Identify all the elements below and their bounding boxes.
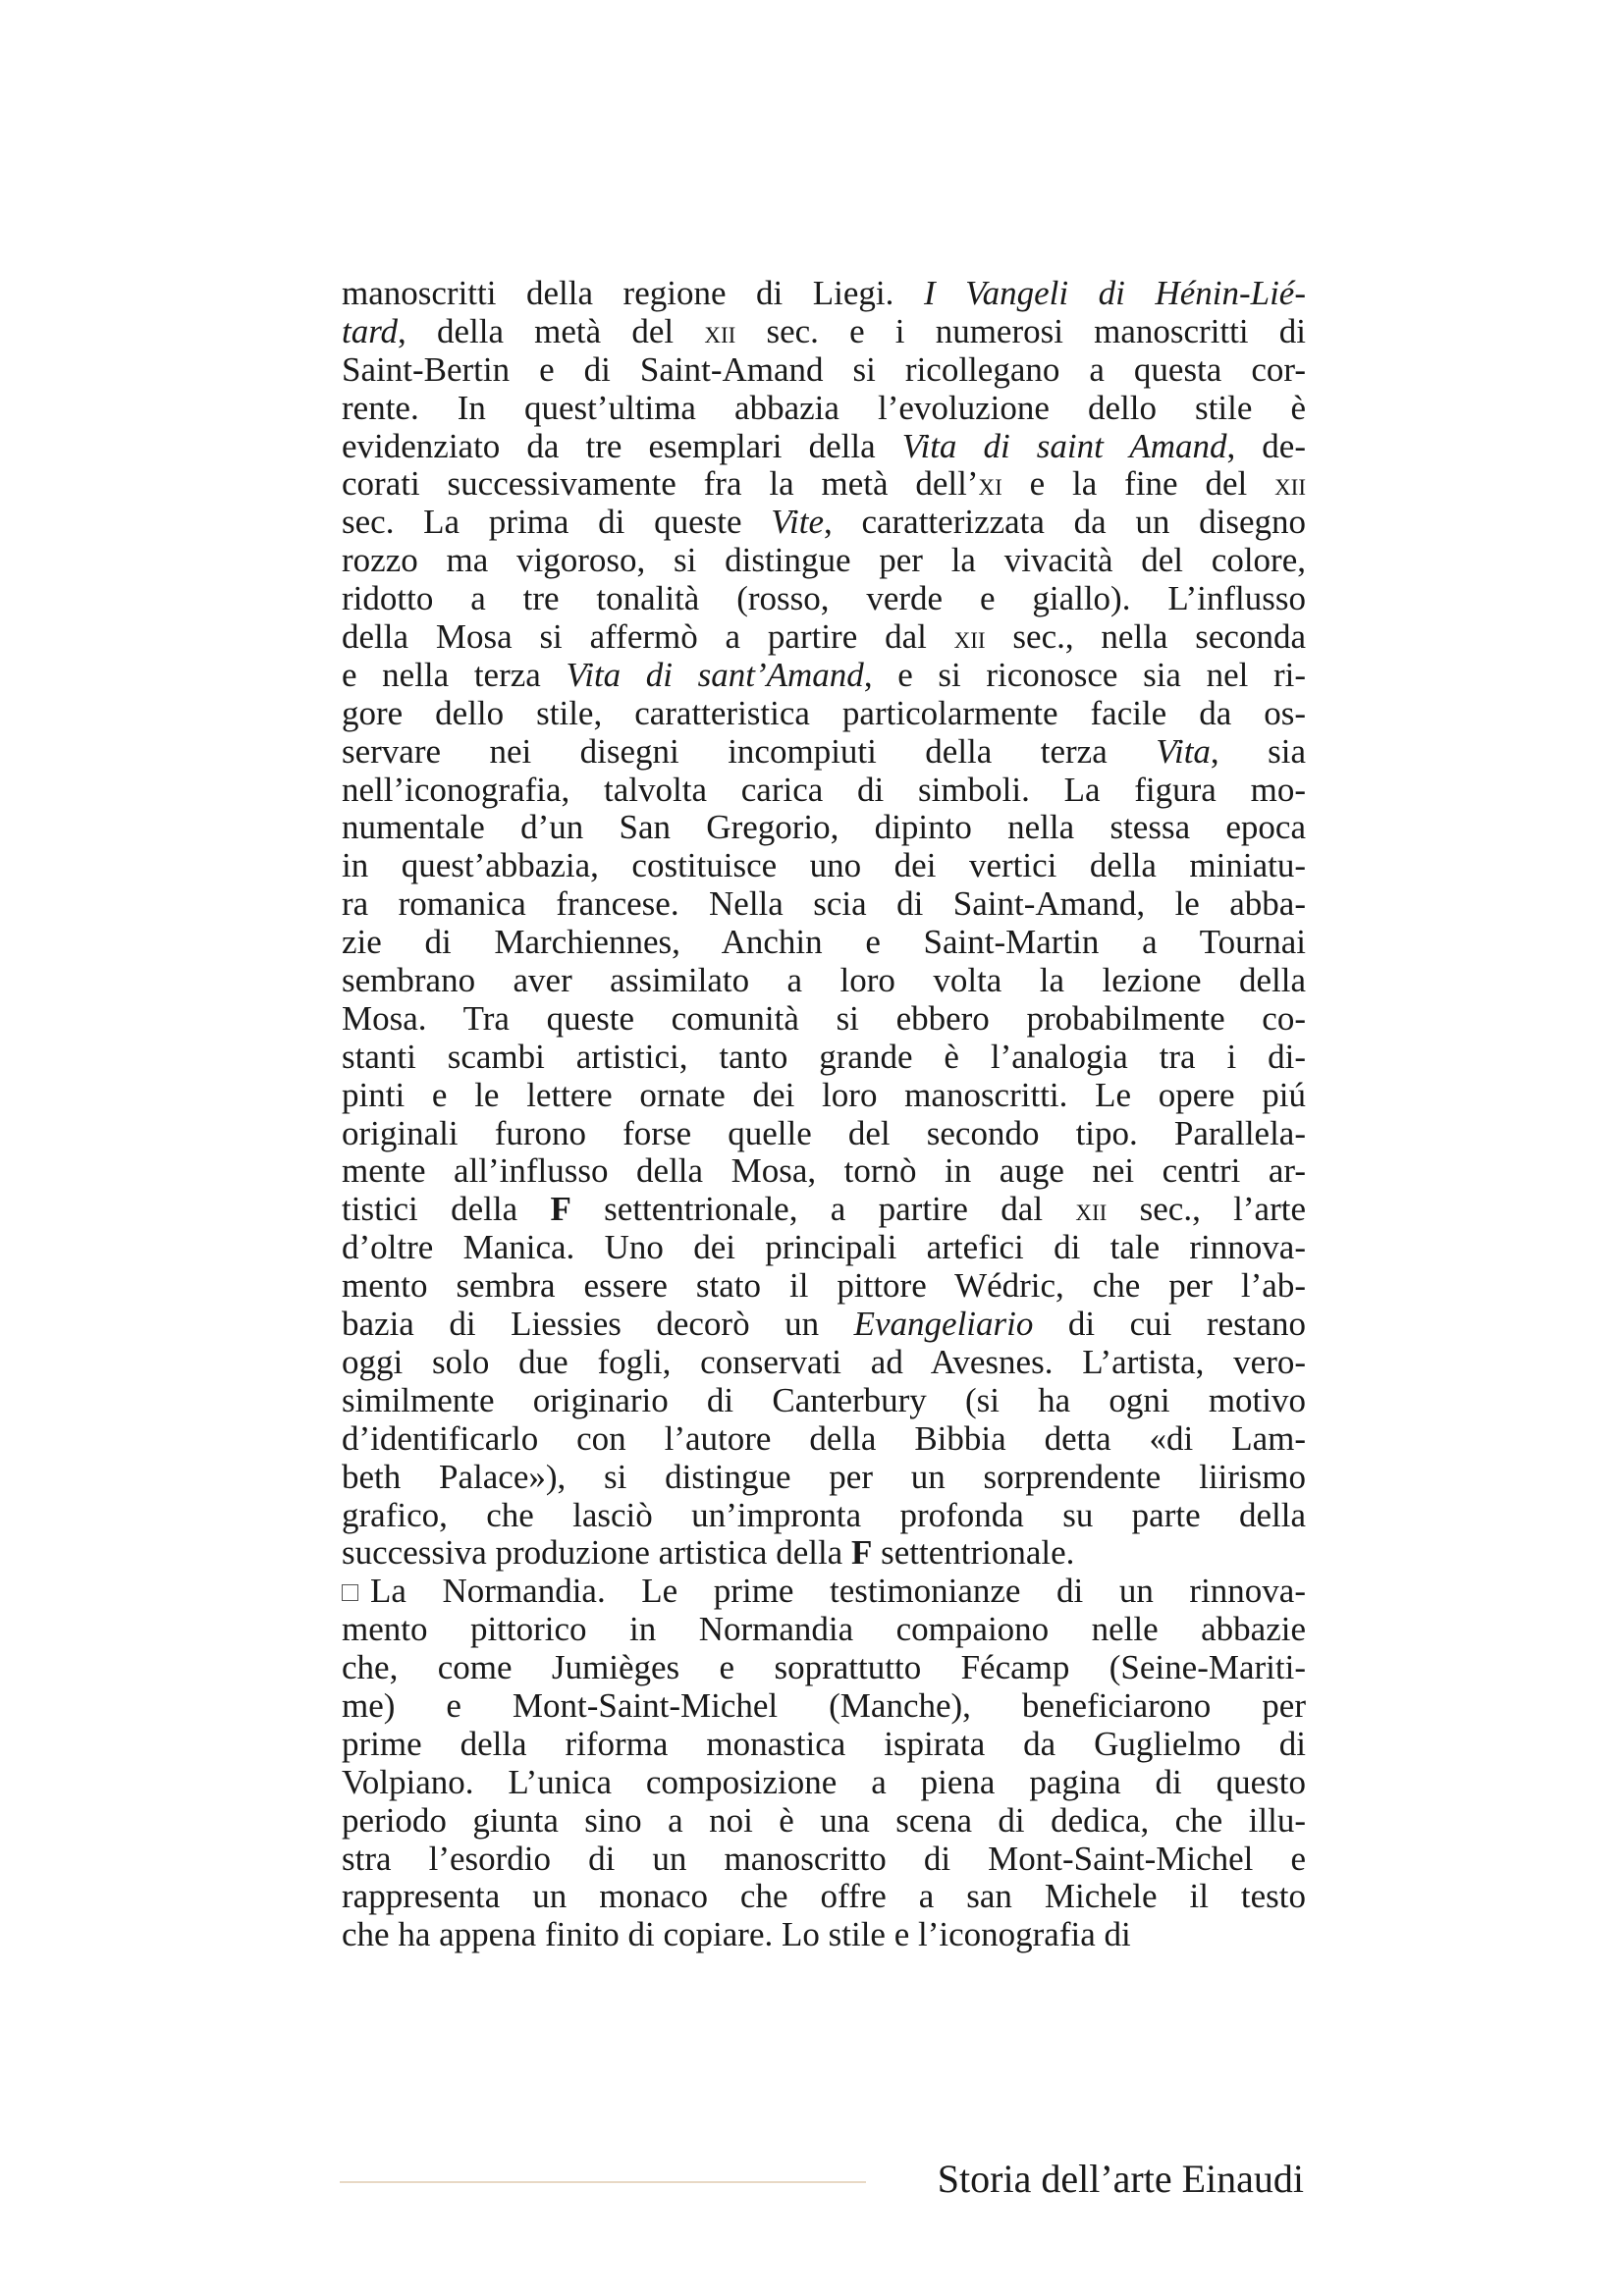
- text-line: [342, 390, 1306, 428]
- text-run: periodo giunta sino a noi è una scena di dedica, che illu-: [342, 1800, 1306, 1840]
- text-line: [342, 1916, 1306, 1954]
- text-line: [342, 1726, 1306, 1764]
- footer-title: Storia dell’arte Einaudi: [937, 2157, 1304, 2201]
- text-line: [342, 695, 1306, 733]
- text-line: [342, 847, 1306, 885]
- text-run: pinti e le lettere ornate dei loro manoscritti. Le opere piú: [342, 1075, 1306, 1114]
- text-line: [342, 580, 1306, 618]
- text-run: sec., l’arte: [1107, 1190, 1306, 1229]
- text-run: settentrionale, a partire dal: [570, 1190, 1076, 1229]
- text-run: e nella terza: [342, 655, 567, 694]
- text-run: oggi solo due fogli, conservati ad Avesnes. L’artista, vero-: [342, 1342, 1306, 1381]
- text-line: [342, 1344, 1306, 1382]
- text-line: [342, 1841, 1306, 1879]
- text-line: [342, 1229, 1306, 1267]
- text-run: mente all’influsso della Mosa, tornò in auge nei centri ar-: [342, 1151, 1306, 1191]
- text-run: ridotto a tre tonalità (rosso, verde e giallo). L’influsso: [342, 579, 1306, 618]
- text-line: [342, 1077, 1306, 1115]
- text-run: d’oltre Manica. Uno dei principali artefici di tale rinnova-: [342, 1228, 1306, 1267]
- text-run: gore dello stile, caratteristica particolarmente facile da os-: [342, 693, 1306, 732]
- text-line: [342, 657, 1306, 695]
- text-line: [342, 924, 1306, 962]
- text-run: settentrionale.: [872, 1533, 1075, 1573]
- text-run: corati successivamente fra la metà dell’: [342, 464, 979, 504]
- text-line: [342, 1649, 1306, 1687]
- text-line: [342, 1802, 1306, 1841]
- text-run: Mosa. Tra queste comunità si ebbero probabilmente co-: [342, 998, 1306, 1038]
- text-run: di cui restano: [1033, 1305, 1306, 1344]
- text-line: [342, 1420, 1306, 1459]
- text-run: similmente originario di Canterbury (si ha ogni motivo: [342, 1380, 1306, 1419]
- text-line: [342, 428, 1306, 466]
- text-run: mento pittorico in Normandia compaiono nelle abbazie: [342, 1610, 1306, 1649]
- footer-rule: [340, 2181, 866, 2183]
- text-line: [342, 313, 1306, 351]
- text-run: zie di Marchiennes, Anchin e Saint-Martin a Tournai: [342, 923, 1306, 962]
- text-run: originali furono forse quelle del secondo tipo. Parallela-: [342, 1113, 1306, 1152]
- text-run: d’identificarlo con l’autore della Bibbia detta «di Lam-: [342, 1418, 1306, 1458]
- small-caps-run: xii: [1274, 466, 1306, 503]
- text-line: [342, 1191, 1306, 1229]
- text-run: ra romanica francese. Nella scia di Saint-Amand, le abba-: [342, 884, 1306, 924]
- text-line: [342, 962, 1306, 1000]
- text-run: nell’iconografia, talvolta carica di simboli. La figura mo-: [342, 770, 1306, 809]
- bold-run: F: [850, 1533, 873, 1573]
- italic-run: I Vangeli di Hénin-Lié-: [923, 274, 1306, 312]
- text-run: Volpiano. L’unica composizione a piena pagina di questo: [342, 1762, 1306, 1801]
- text-line: [342, 1573, 1306, 1611]
- text-line: [342, 733, 1306, 772]
- text-line: [342, 1459, 1306, 1497]
- text-run: , sia: [1210, 731, 1306, 771]
- text-line: [342, 1611, 1306, 1649]
- text-run: che, come Jumièges e soprattutto Fécamp (Seine-Mariti-: [342, 1648, 1306, 1687]
- text-line: [342, 1687, 1306, 1726]
- text-run: e la fine del: [1001, 464, 1275, 504]
- text-run: mento sembra essere stato il pittore Wédric, che per l’ab-: [342, 1266, 1306, 1306]
- text-run: manoscritti della regione di Liegi.: [342, 274, 924, 312]
- text-run: bazia di Liessies decorò un: [342, 1305, 854, 1344]
- text-run: , della metà del: [398, 311, 705, 350]
- text-run: , caratterizzata da un disegno: [823, 503, 1306, 542]
- text-line: [342, 1039, 1306, 1077]
- text-line: [342, 1497, 1306, 1535]
- text-run: rente. In quest’ultima abbazia l’evoluzione dello stile è: [342, 388, 1306, 427]
- text-line: [342, 1534, 1306, 1573]
- text-line: [342, 1267, 1306, 1306]
- small-caps-run: xii: [1075, 1192, 1108, 1228]
- text-line: [342, 618, 1306, 657]
- text-run: sec., nella seconda: [985, 617, 1306, 657]
- text-run: sembrano aver assimilato a loro volta la lezione della: [342, 961, 1306, 1000]
- text-line: [342, 1152, 1306, 1191]
- text-run: stra l’esordio di un manoscritto di Mont-Saint-Michel e: [342, 1839, 1306, 1878]
- italic-run: tard: [342, 311, 399, 350]
- italic-run: Vite: [771, 503, 824, 542]
- text-run: sec. e i numerosi manoscritti di: [735, 311, 1307, 350]
- text-run: numentale d’un San Gregorio, dipinto nella stessa epoca: [342, 808, 1306, 847]
- text-run: in quest’abbazia, costituisce uno dei vertici della miniatu-: [342, 846, 1306, 885]
- text-line: [342, 885, 1306, 924]
- text-run: successiva produzione artistica della: [342, 1533, 851, 1573]
- section-marker-icon: [342, 1584, 358, 1601]
- text-line: [342, 1878, 1306, 1916]
- text-line: [342, 1306, 1306, 1344]
- text-run: prime della riforma monastica ispirata da Guglielmo di: [342, 1724, 1306, 1763]
- text-run: La Normandia. Le prime testimonianze di un rinnova-: [370, 1572, 1306, 1611]
- text-run: servare nei disegni incompiuti della terza: [342, 731, 1157, 771]
- small-caps-run: xii: [953, 619, 986, 656]
- text-line: [342, 809, 1306, 847]
- text-line: [342, 465, 1306, 504]
- text-line: [342, 275, 1306, 313]
- text-run: rozzo ma vigoroso, si distingue per la vivacità del colore,: [342, 541, 1306, 580]
- text-run: me) e Mont-Saint-Michel (Manche), beneficiarono per: [342, 1685, 1306, 1725]
- text-run: beth Palace»), si distingue per un sorprendente liirismo: [342, 1457, 1306, 1496]
- italic-run: Vita di sant’Amand: [566, 655, 864, 694]
- text-run: , e si riconosce sia nel ri-: [863, 655, 1307, 694]
- text-line: [342, 1764, 1306, 1802]
- text-line: [342, 1115, 1306, 1153]
- text-run: rappresenta un monaco che offre a san Michele il testo: [342, 1877, 1306, 1916]
- italic-run: Vita di saint Amand: [901, 426, 1227, 465]
- text-line: [342, 772, 1306, 810]
- text-line: [342, 351, 1306, 390]
- text-run: tistici della: [342, 1190, 551, 1229]
- small-caps-run: xi: [978, 466, 1002, 503]
- body-text: [342, 275, 1306, 1954]
- text-run: , de-: [1226, 426, 1306, 465]
- text-run: Saint-Bertin e di Saint-Amand si ricollegano a questa cor-: [342, 349, 1306, 389]
- text-run: della Mosa si affermò a partire dal: [342, 617, 954, 657]
- text-line: [342, 504, 1306, 542]
- italic-run: Evangeliario: [853, 1305, 1034, 1344]
- text-run: stanti scambi artistici, tanto grande è l’analogia tra i di-: [342, 1037, 1306, 1076]
- text-run: grafico, che lasciò un’impronta profonda su parte della: [342, 1495, 1306, 1534]
- italic-run: Vita: [1156, 731, 1211, 771]
- text-line: [342, 1000, 1306, 1039]
- bold-run: F: [550, 1190, 571, 1229]
- text-line: [342, 1382, 1306, 1420]
- text-run: sec. La prima di queste: [342, 503, 772, 542]
- text-run: che ha appena finito di copiare. Lo stile e l’iconografia di: [342, 1915, 1131, 1954]
- text-run: evidenziato da tre esemplari della: [342, 426, 902, 465]
- small-caps-run: xii: [704, 313, 736, 349]
- text-line: [342, 542, 1306, 580]
